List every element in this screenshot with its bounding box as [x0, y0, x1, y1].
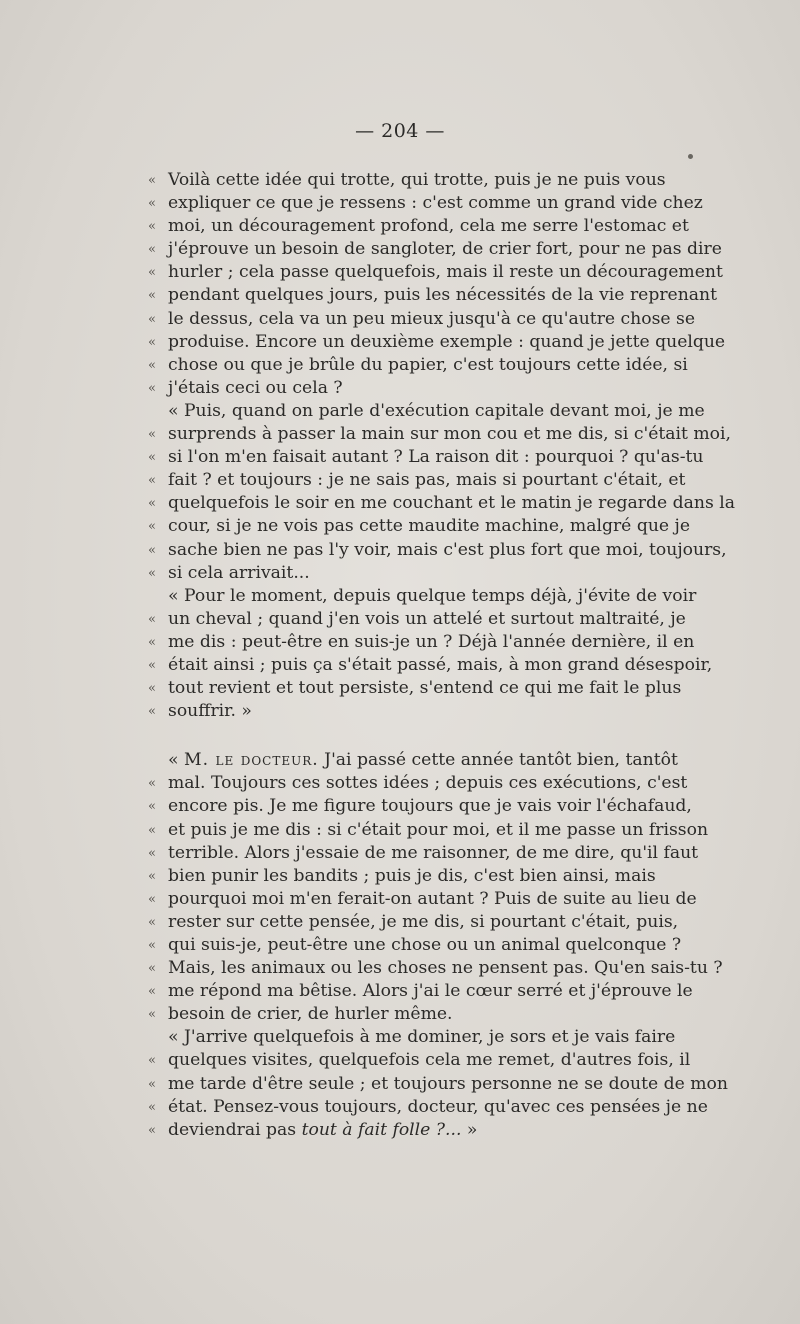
text-line: [148, 1119, 732, 1142]
line-text: « Puis, quand on parle d'exécution capitale devant moi, je me: [168, 400, 705, 421]
text-line: [148, 749, 732, 772]
ink-speck: [688, 154, 693, 159]
text-line: [148, 354, 732, 377]
page-number: — 204 —: [355, 120, 445, 142]
text-line: [148, 1026, 732, 1049]
line-text: expliquer ce que je ressens : c'est comme un grand vide chez: [168, 193, 703, 214]
text-line: [148, 446, 732, 469]
text-line: [148, 539, 732, 562]
line-text: deviendrai pas: [168, 1119, 302, 1140]
line-text: me répond ma bêtise. Alors j'ai le cœur serré et j'éprouve le: [168, 981, 693, 1002]
quote-mark: «: [148, 845, 156, 861]
quote-mark: «: [148, 891, 156, 907]
text-line: [148, 795, 732, 818]
text-line: [148, 865, 732, 888]
line-text: pendant quelques jours, puis les nécessités de la vie reprenant: [168, 285, 718, 306]
quote-mark: «: [148, 334, 156, 350]
text-line: [148, 400, 732, 423]
quote-mark: «: [148, 380, 156, 396]
line-text: si cela arrivait...: [168, 562, 310, 583]
quote-mark: «: [148, 681, 156, 697]
text-line: [148, 980, 732, 1003]
line-text: et puis je me dis : si c'était pour moi, et il me passe un frisson: [168, 819, 709, 840]
text-line: [148, 842, 732, 865]
line-text: J'ai passé cette année tantôt bien, tantôt: [318, 750, 678, 771]
line-text: « Pour le moment, depuis quelque temps déjà, j'évite de voir: [168, 585, 697, 606]
quote-mark: «: [148, 822, 156, 838]
line-text: un cheval ; quand j'en vois un attelé et surtout maltraité, je: [168, 608, 686, 629]
text-line: [148, 308, 732, 331]
text-line: [148, 169, 732, 192]
line-text: surprends à passer la main sur mon cou et me dis, si c'était moi,: [168, 424, 731, 445]
text-line: [148, 423, 732, 446]
line-text: Mais, les animaux ou les choses ne pensent pas. Qu'en sais-tu ?: [168, 958, 723, 979]
line-text: rester sur cette pensée, je me dis, si pourtant c'était, puis,: [168, 911, 679, 932]
line-text: j'étais ceci ou cela ?: [168, 377, 343, 398]
line-text: tout revient et tout persiste, s'entend ce qui me fait le plus: [168, 678, 682, 699]
text-line: [148, 238, 732, 261]
quote-mark: «: [148, 496, 156, 512]
line-lead: «: [168, 750, 184, 771]
speaker-label: M. le docteur.: [183, 750, 319, 771]
quote-mark: «: [148, 704, 156, 720]
text-line: [148, 261, 732, 284]
line-text: si l'on m'en faisait autant ? La raison dit : pourquoi ? qu'as-tu: [168, 447, 704, 468]
line-text: chose ou que je brûle du papier, c'est toujours cette idée, si: [168, 354, 688, 375]
quote-mark: «: [148, 961, 156, 977]
text-line: [148, 1003, 732, 1026]
line-text: encore pis. Je me figure toujours que je vais voir l'échafaud,: [168, 796, 692, 817]
quote-mark: «: [148, 450, 156, 466]
body-text: [148, 169, 735, 1142]
line-text: Voilà cette idée qui trotte, qui trotte, puis je ne puis vous: [168, 170, 666, 190]
line-text: produise. Encore un deuxième exemple : quand je jette quelque: [168, 331, 726, 352]
line-tail: »: [461, 1119, 478, 1140]
line-text: pourquoi moi m'en ferait-on autant ? Puis de suite au lieu de: [168, 888, 697, 909]
quote-mark: «: [148, 173, 156, 188]
quote-mark: «: [148, 519, 156, 535]
quote-mark: «: [148, 938, 156, 953]
quote-mark: «: [148, 542, 156, 558]
line-text: bien punir les bandits ; puis je dis, c'est bien ainsi, mais: [168, 865, 656, 886]
quote-mark: «: [148, 634, 156, 650]
text-line: [148, 934, 732, 957]
line-text: sache bien ne pas l'y voir, mais c'est plus fort que moi, toujours,: [168, 539, 727, 560]
quote-mark: «: [148, 657, 156, 673]
quote-mark: «: [148, 868, 156, 884]
line-text: quelques visites, quelquefois cela me remet, d'autres fois, il: [168, 1050, 691, 1071]
line-text: fait ? et toujours : je ne sais pas, mais si pourtant c'était, et: [168, 470, 686, 491]
quote-mark: «: [148, 1076, 156, 1092]
line-text: me tarde d'être seule ; et toujours personne ne se doute de mon: [168, 1073, 728, 1094]
quote-mark: «: [148, 1099, 156, 1115]
text-line: [148, 492, 735, 515]
quote-mark: «: [148, 1007, 156, 1023]
text-line: [148, 700, 732, 723]
text-line: [148, 284, 732, 307]
text-line: [148, 1096, 732, 1119]
text-line: [148, 654, 732, 677]
line-text: souffrir. »: [168, 701, 252, 722]
line-text: qui suis-je, peut-être une chose ou un animal quelconque ?: [168, 935, 682, 955]
quote-mark: «: [148, 311, 156, 327]
quote-mark: «: [148, 611, 156, 627]
text-line: [148, 469, 732, 492]
text-line: [148, 772, 732, 795]
quote-mark: «: [148, 288, 156, 304]
quote-mark: «: [148, 196, 156, 212]
text-line: [148, 562, 732, 585]
quote-mark: «: [148, 242, 156, 258]
quote-mark: «: [148, 219, 156, 235]
line-text: moi, un découragement profond, cela me serre l'estomac et: [168, 216, 689, 237]
text-line: [148, 1073, 732, 1096]
text-line: [148, 631, 732, 654]
line-text: terrible. Alors j'essaie de me raisonner, de me dire, qu'il faut: [168, 842, 699, 863]
quote-mark: «: [148, 357, 156, 373]
text-line: [148, 608, 732, 631]
line-text: quelquefois le soir en me couchant et le matin je regarde dans la: [168, 493, 735, 514]
quote-mark: «: [148, 427, 156, 443]
quote-mark: «: [148, 776, 156, 792]
quote-mark: «: [148, 1053, 156, 1069]
line-text: le dessus, cela va un peu mieux jusqu'à ce qu'autre chose se: [168, 308, 696, 329]
text-line: [148, 331, 732, 354]
text-line: [148, 888, 732, 911]
emphasis-text: tout à fait folle ?...: [301, 1119, 462, 1140]
line-text: j'éprouve un besoin de sangloter, de crier fort, pour ne pas dire: [168, 239, 722, 260]
text-line: [148, 377, 732, 400]
line-text: besoin de crier, de hurler même.: [168, 1004, 453, 1025]
line-text: cour, si je ne vois pas cette maudite machine, malgré que je: [168, 516, 691, 537]
text-line: [148, 215, 732, 238]
text-line: [148, 677, 732, 700]
line-text: état. Pensez-vous toujours, docteur, qu'avec ces pensées je ne: [168, 1096, 708, 1117]
quote-mark: «: [148, 914, 156, 930]
text-line: [148, 1049, 732, 1072]
text-line: [148, 957, 732, 980]
paragraph-spacer: [148, 723, 732, 749]
quote-mark: «: [148, 265, 156, 281]
text-line: [148, 515, 732, 538]
text-line: [148, 192, 732, 215]
text-line: [148, 911, 732, 934]
line-text: me dis : peut-être en suis-je un ? Déjà l'année dernière, il en: [168, 631, 695, 652]
quote-mark: «: [148, 984, 156, 1000]
line-text: était ainsi ; puis ça s'était passé, mais, à mon grand désespoir,: [168, 654, 713, 675]
text-line: [148, 585, 732, 608]
quote-mark: «: [148, 565, 156, 581]
line-text: mal. Toujours ces sottes idées ; depuis ces exécutions, c'est: [168, 773, 688, 794]
quote-mark: «: [148, 1122, 156, 1138]
line-text: hurler ; cela passe quelquefois, mais il reste un découragement: [168, 262, 723, 283]
quote-mark: «: [148, 473, 156, 489]
line-text: « J'arrive quelquefois à me dominer, je sors et je vais faire: [168, 1027, 676, 1048]
quote-mark: «: [148, 799, 156, 815]
text-line: [148, 819, 732, 842]
